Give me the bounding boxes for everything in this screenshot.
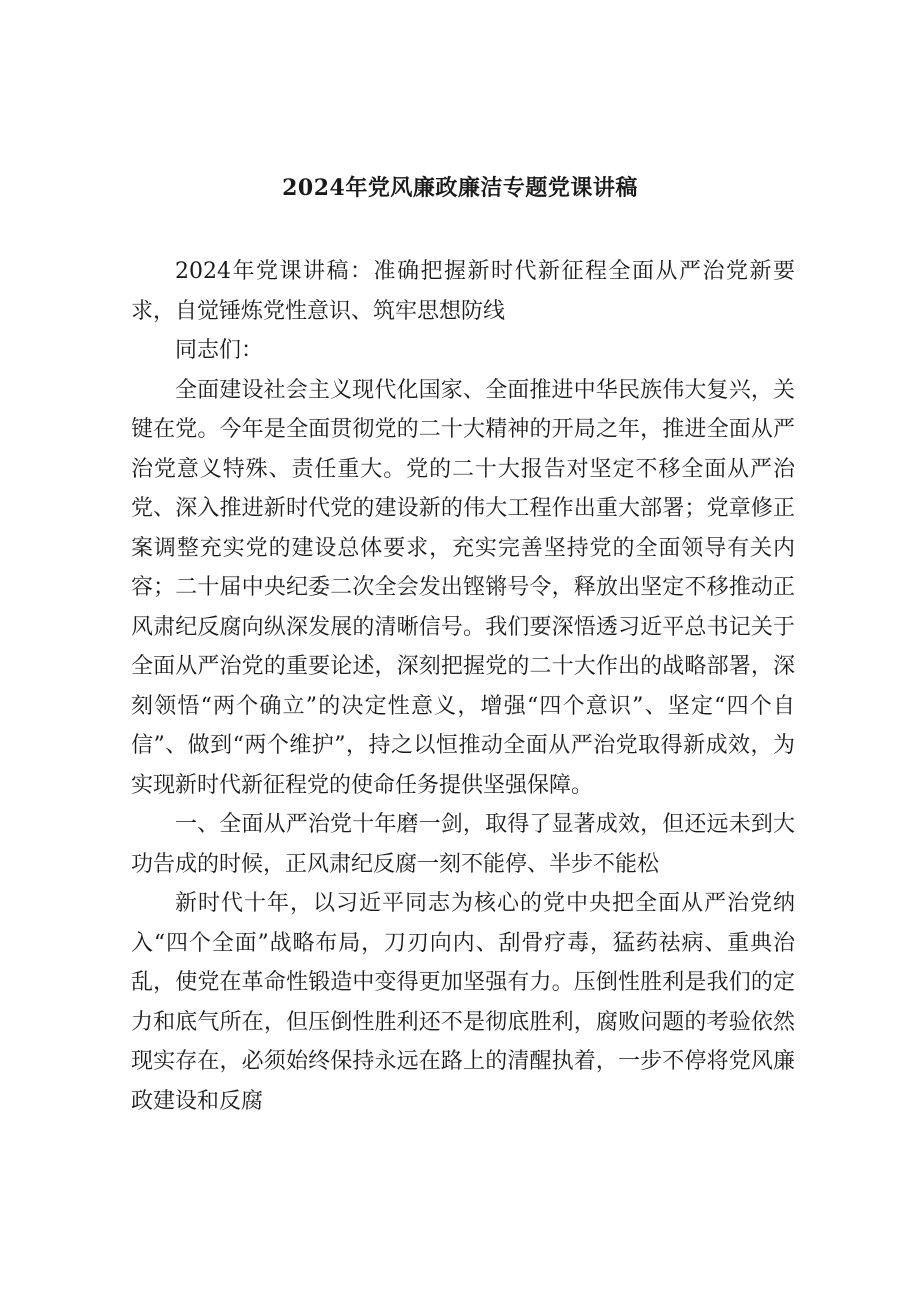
document-body xyxy=(131,252,795,1121)
paragraph-intro: 全面建设社会主义现代化国家、全面推进中华民族伟大复兴，关键在党。今年是全面贯彻党的二十大精神的开局之年，推进全面从严治党意义特殊、责任重大。党的二十大报告对坚定不移全面从严治党、深入推进新时代党的建设新的伟大工程作出重大部署；党章修正案调整充实党的建设总体要求，充实完善坚持党的全面领导有关内容；二十届中央纪委二次全会发出铿锵号令，释放出坚定不移推动正风肃纪反腐向纵深发展的清晰信号。我们要深悟透习近平总书记关于全面从严治党的重要论述，深刻把握党的二十大作出的战略部署，深刻领悟“两个确立”的决定性意义，增强“四个意识”、坚定“四个自信”、做到“两个维护”，持之以恒推动全面从严治党取得新成效，为实现新时代新征程党的使命任务提供坚强保障。 xyxy=(131,377,795,798)
paragraph-section-heading-1: 一、全面从严治党十年磨一剑，取得了显著成效，但还远未到大功告成的时候，正风肃纪反腐一刻不能停、半步不能松 xyxy=(131,812,795,877)
paragraph-salutation: 同志们： xyxy=(175,338,264,363)
paragraph-subtitle: 2024年党课讲稿：准确把握新时代新征程全面从严治党新要求，自觉锤炼党性意识、筑牢思想防线 xyxy=(131,259,795,324)
document-title: 2024年党风廉政廉洁专题党课讲稿 xyxy=(282,175,638,201)
paragraph-section-body-1: 新时代十年，以习近平同志为核心的党中央把全面从严治党纳入“四个全面”战略布局，刀刃向内、刮骨疗毒，猛药祛病、重典治乱，使党在革命性锻造中变得更加坚强有力。压倒性胜利是我们的定力和底气所在，但压倒性胜利还不是彻底胜利，腐败问题的考验依然现实存在，必须始终保持永远在路上的清醒执着，一步不停将党风廉政建设和反腐 xyxy=(131,891,795,1114)
